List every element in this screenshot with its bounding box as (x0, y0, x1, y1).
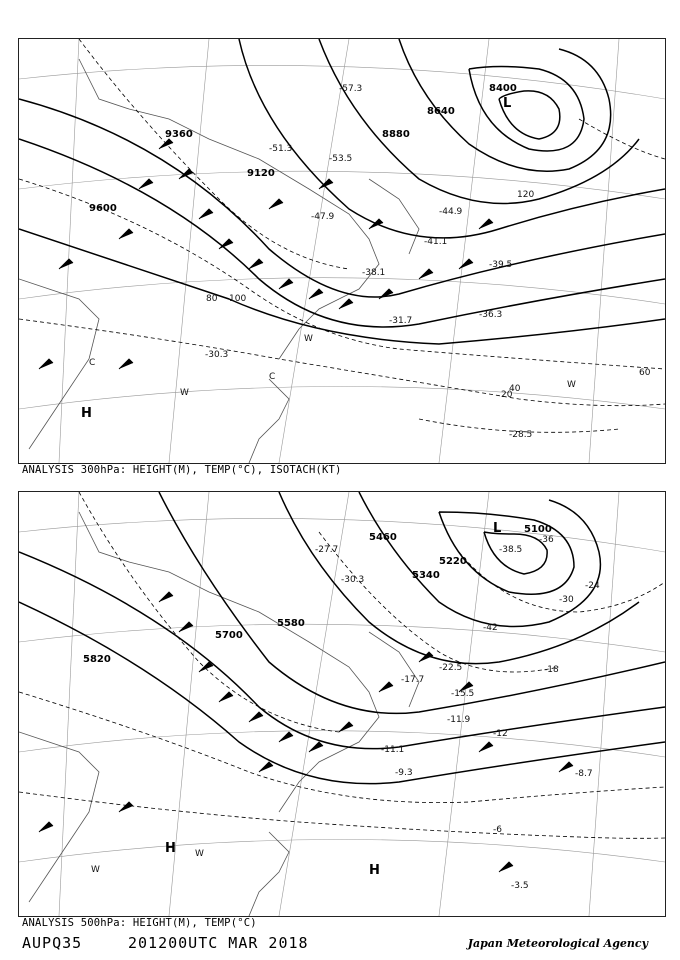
map-300hpa (19, 39, 665, 463)
map-500hpa (19, 492, 665, 916)
temp-value: -3.5 (511, 881, 529, 891)
temp-value: -41.1 (424, 237, 448, 247)
isotherm-label: -42 (483, 623, 498, 633)
temp-value: -39.5 (489, 260, 513, 270)
temp-value: -47.9 (311, 212, 335, 222)
coastline (19, 59, 419, 463)
temp-value: -31.7 (389, 316, 413, 326)
height-label-8400: 8400 (489, 83, 517, 94)
isotherm-label: -12 (493, 729, 508, 739)
height-label-5220: 5220 (439, 556, 467, 567)
temp-value: -9.3 (395, 768, 413, 778)
temp-value: -30.3 (341, 575, 365, 585)
temp-value: -11.1 (381, 745, 405, 755)
temp-value: -8.7 (575, 769, 593, 779)
high-pressure-center: H (165, 841, 176, 856)
cold-mark: C (89, 358, 96, 368)
temp-value: -28.5 (509, 430, 533, 440)
height-label-9600: 9600 (89, 203, 117, 214)
isotach-label-80: 80 (206, 294, 218, 304)
temp-value: -11.9 (447, 715, 471, 725)
temp-value: -30.3 (205, 350, 229, 360)
isotach-label-40: 40 (509, 384, 521, 394)
isotherm-label: -24 (585, 581, 600, 591)
temp-value: -38.5 (499, 545, 523, 555)
cold-mark: C (269, 372, 276, 382)
isotach-label-60: 60 (639, 368, 651, 378)
isotach-label-120: 120 (517, 190, 535, 200)
temp-value: -44.9 (439, 207, 463, 217)
chart-500hpa (18, 491, 666, 917)
isotach-label-100: 100 (229, 294, 247, 304)
height-label-9120: 9120 (247, 168, 275, 179)
isotherm-label: -36 (539, 535, 554, 545)
temp-value: -22.5 (439, 663, 463, 673)
isotachs (19, 39, 665, 432)
coastline (19, 512, 419, 916)
agency-name: Japan Meteorological Agency (467, 937, 648, 950)
height-label-5340: 5340 (412, 570, 440, 581)
warm-mark: W (195, 849, 204, 859)
temp-value: -57.3 (339, 84, 363, 94)
height-label-9360: 9360 (165, 129, 193, 140)
warm-mark: W (567, 380, 576, 390)
isotherm-label: -30 (559, 595, 574, 605)
low-pressure-center: L (503, 96, 512, 111)
height-label-5820: 5820 (83, 654, 111, 665)
height-label-5700: 5700 (215, 630, 243, 641)
temp-value: -17.7 (401, 675, 425, 685)
high-pressure-center: H (369, 863, 380, 878)
temp-value: -36.3 (479, 310, 503, 320)
temp-value: -53.5 (329, 154, 353, 164)
caption-300hpa: ANALYSIS 300hPa: HEIGHT(M), TEMP(°C), ISOTACH(KT) (22, 464, 342, 476)
isotherm-label: -18 (544, 665, 559, 675)
height-label-8880: 8880 (382, 129, 410, 140)
temp-value: -15.5 (451, 689, 475, 699)
warm-mark: W (180, 388, 189, 398)
isotach-label-20: 20 (501, 390, 513, 400)
height-label-5580: 5580 (277, 618, 305, 629)
isotherm-label: -6 (493, 825, 502, 835)
warm-mark: W (91, 865, 100, 875)
latlon-grid (19, 39, 665, 463)
chart-300hpa (18, 38, 666, 464)
caption-500hpa: ANALYSIS 500hPa: HEIGHT(M), TEMP(°C) (22, 917, 257, 929)
temp-value: -51.3 (269, 144, 293, 154)
height-label-8640: 8640 (427, 106, 455, 117)
warm-mark: W (304, 334, 313, 344)
temp-value: -27.7 (315, 545, 339, 555)
height-label-5100: 5100 (524, 524, 552, 535)
height-label-5460: 5460 (369, 532, 397, 543)
low-pressure-center: L (493, 521, 502, 536)
product-code: AUPQ35 (22, 934, 83, 952)
temp-value: -38.1 (362, 268, 386, 278)
valid-time: 201200UTC MAR 2018 (128, 934, 309, 952)
high-pressure-center: H (81, 406, 92, 421)
